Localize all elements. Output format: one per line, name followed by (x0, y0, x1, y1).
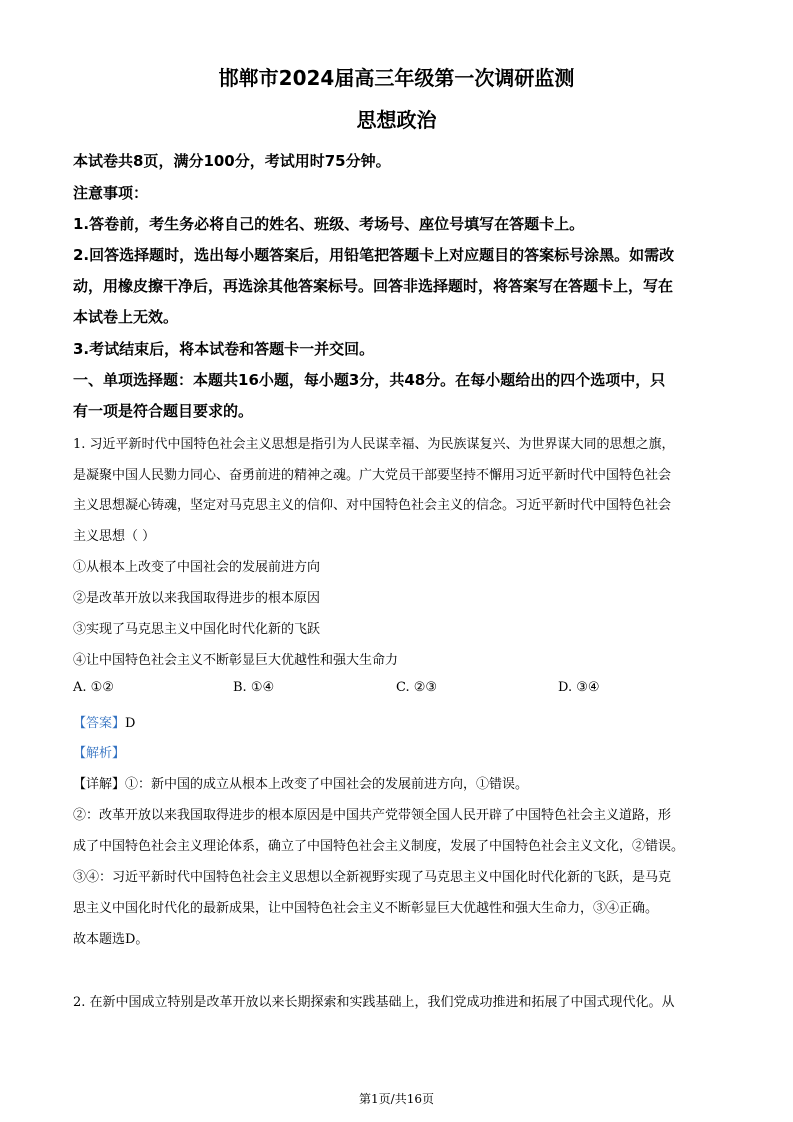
conclusion: 故本题选D。 (73, 932, 149, 947)
question-2-stem-line-1: 2. 在新中国成立特别是改革开放以来长期探索和实践基础上，我们党成功推进和拓展了中国式现代化。从 (73, 995, 675, 1010)
detail-line-4: ③④：习近平新时代中国特色社会主义思想以全新视野实现了马克思主义中国化时代化新的飞跃，是马克 (73, 870, 672, 885)
statement-1: ①从根本上改变了中国社会的发展前进方向 (73, 560, 321, 575)
section-heading-line-2: 有一项是符合题目要求的。 (73, 402, 254, 420)
analysis-tag: 【解析】 (73, 746, 126, 761)
option-a: A. ①② (73, 680, 114, 695)
notice-item-2-line-2: 动，用橡皮擦干净后，再选涂其他答案标号。回答非选择题时，将答案写在答题卡上，写在 (73, 277, 674, 295)
notice-heading: 注意事项： (73, 184, 149, 202)
statement-2: ②是改革开放以来我国取得进步的根本原因 (73, 591, 321, 606)
detail-line-2: ②：改革开放以来我国取得进步的根本原因是中国共产党带领全国人民开辟了中国特色社会主义道路，形 (73, 808, 672, 823)
option-d: D. ③④ (558, 680, 600, 695)
exam-title: 邯郸市2024届高三年级第一次调研监测 (218, 66, 575, 90)
statement-3: ③实现了马克思主义中国化时代化新的飞跃 (73, 622, 321, 637)
section-heading-line-1: 一、单项选择题：本题共16小题，每小题3分，共48分。在每小题给出的四个选项中，只 (73, 371, 666, 389)
option-c: C. ②③ (396, 680, 438, 695)
exam-subject: 思想政治 (356, 108, 437, 132)
detail-tag: 【详解】 (73, 777, 126, 792)
answer-tag: 【答案】 (73, 716, 126, 731)
page-number: 第1页/共16页 (359, 1092, 434, 1106)
question-1-stem-line-2: 是凝聚中国人民勠力同心、奋勇前进的精神之魂。广大党员干部要坚持不懈用习近平新时代中国特色社会 (73, 468, 672, 483)
detail-line-1 (73, 773, 528, 792)
notice-item-2-line-3: 本试卷上无效。 (73, 308, 179, 326)
notice-item-3: 3.考试结束后，将本试卷和答题卡一并交回。 (73, 340, 375, 358)
notice-item-2-line-1: 2.回答选择题时，选出每小题答案后，用铅笔把答题卡上对应题目的答案标号涂黑。如需改 (73, 246, 675, 264)
statement-4: ④让中国特色社会主义不断彰显巨大优越性和强大生命力 (73, 653, 399, 668)
detail-line-5: 思主义中国化时代化的最新成果，让中国特色社会主义不断彰显巨大优越性和强大生命力，③④正确。 (73, 901, 659, 916)
answer-line (73, 712, 135, 731)
question-1-stem-line-3: 主义思想凝心铸魂，坚定对马克思主义的信仰、对中国特色社会主义的信念。习近平新时代中国特色社会 (73, 498, 672, 513)
answer-value: D (125, 716, 136, 731)
detail-line-3: 成了中国特色社会主义理论体系，确立了中国特色社会主义制度，发展了中国特色社会主义文化，②错误。 (73, 839, 685, 854)
question-1-stem-line-4: 主义思想（ ） (73, 529, 156, 544)
detail-text-1: ①：新中国的成立从根本上改变了中国社会的发展前进方向，①错误。 (125, 777, 529, 792)
exam-info: 本试卷共8页，满分100分，考试用时75分钟。 (73, 152, 391, 170)
option-b: B. ①④ (233, 680, 275, 695)
question-1-stem-line-1: 1. 习近平新时代中国特色社会主义思想是指引为人民谋幸福、为民族谋复兴、为世界谋大同的思想之旗， (73, 437, 675, 452)
notice-item-1: 1.答卷前，考生务必将自己的姓名、班级、考场号、座位号填写在答题卡上。 (73, 215, 585, 233)
